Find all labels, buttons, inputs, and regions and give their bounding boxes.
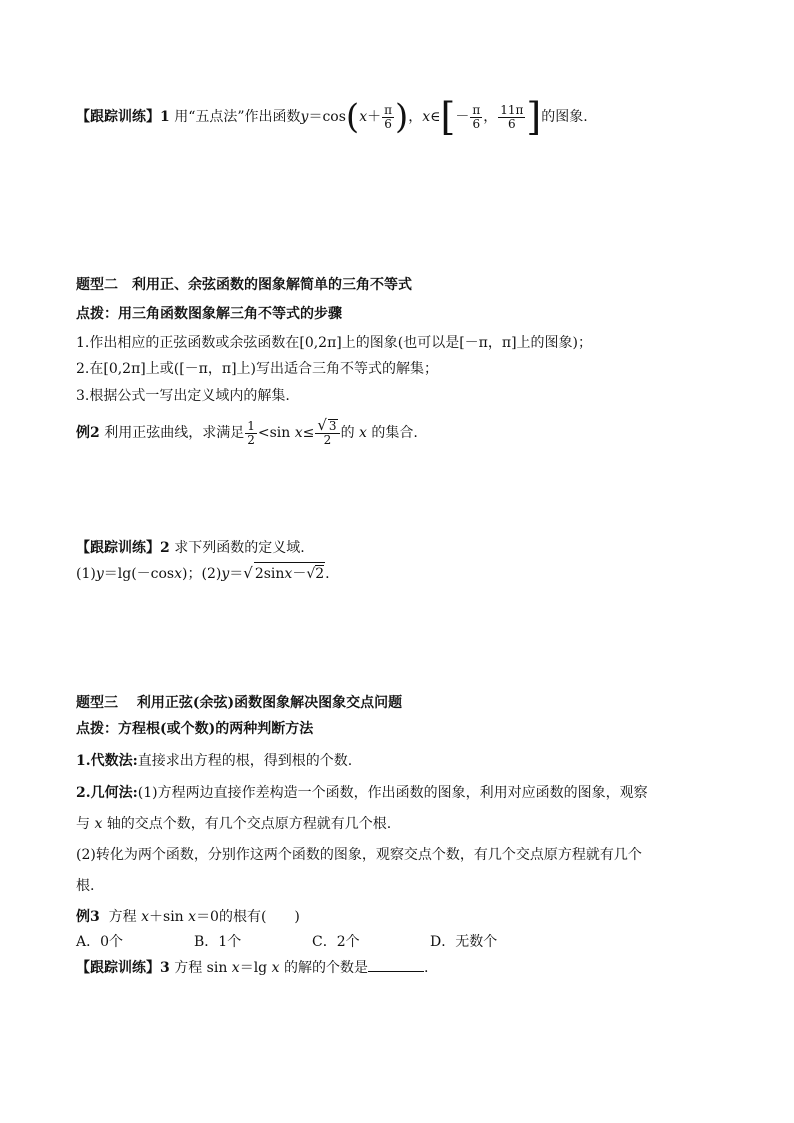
paren-open: ( xyxy=(345,97,360,137)
section-2-step-3: 3.根据公式一写出定义域内的解集. xyxy=(76,388,290,404)
frac-11pi-6: $\frac{11\pi}{6}$ xyxy=(500,102,524,131)
practice-2: 【跟踪训练】2 求下列函数的定义域. xyxy=(76,540,305,556)
example-3: 例3 方程 x＋sin x＝0的根有( ) xyxy=(76,909,300,925)
var-x: x xyxy=(359,109,368,125)
frac-pi-6: $\frac{\pi}{6}$ xyxy=(472,102,481,131)
practice-3: 【跟踪训练】3 方程 sin x＝lg x 的解的个数是 . xyxy=(76,957,428,979)
var-y: y xyxy=(300,109,309,125)
option-b: B．1个 xyxy=(194,934,242,950)
practice-1-text: 用“五点法”作出函数 xyxy=(174,109,301,125)
practice-1: 【跟踪训练】1 用“五点法”作出函数y＝cos(x＋ $\frac{\pi}{6}$ )，x∈[－ $\frac{\pi}{6}$ ， $\frac{11\pi}{6}$ ]的图象. xyxy=(76,95,588,139)
section-2-step-2: 2.在[0,2π]上或([－π，π]上)写出适合三角不等式的解集； xyxy=(76,361,438,377)
bracket-open: [ xyxy=(440,95,456,139)
section-2-title: 题型二 利用正、余弦函数的图象解简单的三角不等式 xyxy=(76,277,412,293)
frac-sqrt3-2: $\frac{√ 3}{2}$ xyxy=(315,419,339,447)
section-3-tip: 点拨：方程根(或个数)的两种判断方法 xyxy=(76,721,314,737)
example-3-label: 例3 xyxy=(76,909,100,925)
example-2-label: 例2 xyxy=(76,425,100,441)
section-2-tip: 点拨：用三角函数图象解三角不等式的步骤 xyxy=(76,306,342,322)
paren-close: ) xyxy=(394,97,409,137)
option-c: C．2个 xyxy=(312,934,360,950)
eq-cos: ＝cos xyxy=(308,109,346,125)
method-2-cont: 与 x 轴的交点个数，有几个交点原方程就有几个根. xyxy=(76,816,392,832)
var-x: x xyxy=(422,109,431,125)
bracket-close: ] xyxy=(526,95,542,139)
example-3-options xyxy=(76,931,548,953)
method-2-part-2: (2)转化为两个函数，分别作这两个函数的图象，观察交点个数，有几个交点原方程就有几个 xyxy=(76,847,642,863)
practice-2-tag: 【跟踪训练】2 xyxy=(76,540,170,556)
frac-1-2: $\frac{1}{2}$ xyxy=(247,418,255,447)
option-a: A．0个 xyxy=(76,934,124,950)
plus: ＋ xyxy=(367,109,382,125)
sqrt-expression: 2sinx－√2 xyxy=(254,562,325,585)
answer-blank[interactable] xyxy=(368,957,424,972)
method-1: 1.代数法:直接求出方程的根，得到根的个数. xyxy=(76,753,353,769)
section-3-title: 题型三 利用正弦(余弦)函数图象解决图象交点问题 xyxy=(76,695,403,711)
practice-1-tag: 【跟踪训练】1 xyxy=(76,109,170,125)
option-d: D．无数个 xyxy=(430,934,498,950)
practice-3-tag: 【跟踪训练】3 xyxy=(76,960,170,976)
method-2: 2.几何法:(1)方程两边直接作差构造一个函数，作出函数的图象，利用对应函数的图象，观察 xyxy=(76,785,648,801)
practice-2-parts: (1)y＝lg(－cosx)；(2)y＝√ 2sinx－√2. xyxy=(76,562,330,585)
section-2-step-1: 1.作出相应的正弦函数或余弦函数在[0,2π]上的图象(也可以是[－π，π]上的图象)； xyxy=(76,335,592,351)
example-2: 例2 利用正弦曲线，求满足 $\frac{1}{2}$ <sin x≤ $\frac{√ 3}{2}$ 的 x 的集合. xyxy=(76,416,418,447)
frac-pi-6: $\frac{\pi}{6}$ xyxy=(384,102,392,131)
method-2-part-2-end: 根. xyxy=(76,878,95,894)
